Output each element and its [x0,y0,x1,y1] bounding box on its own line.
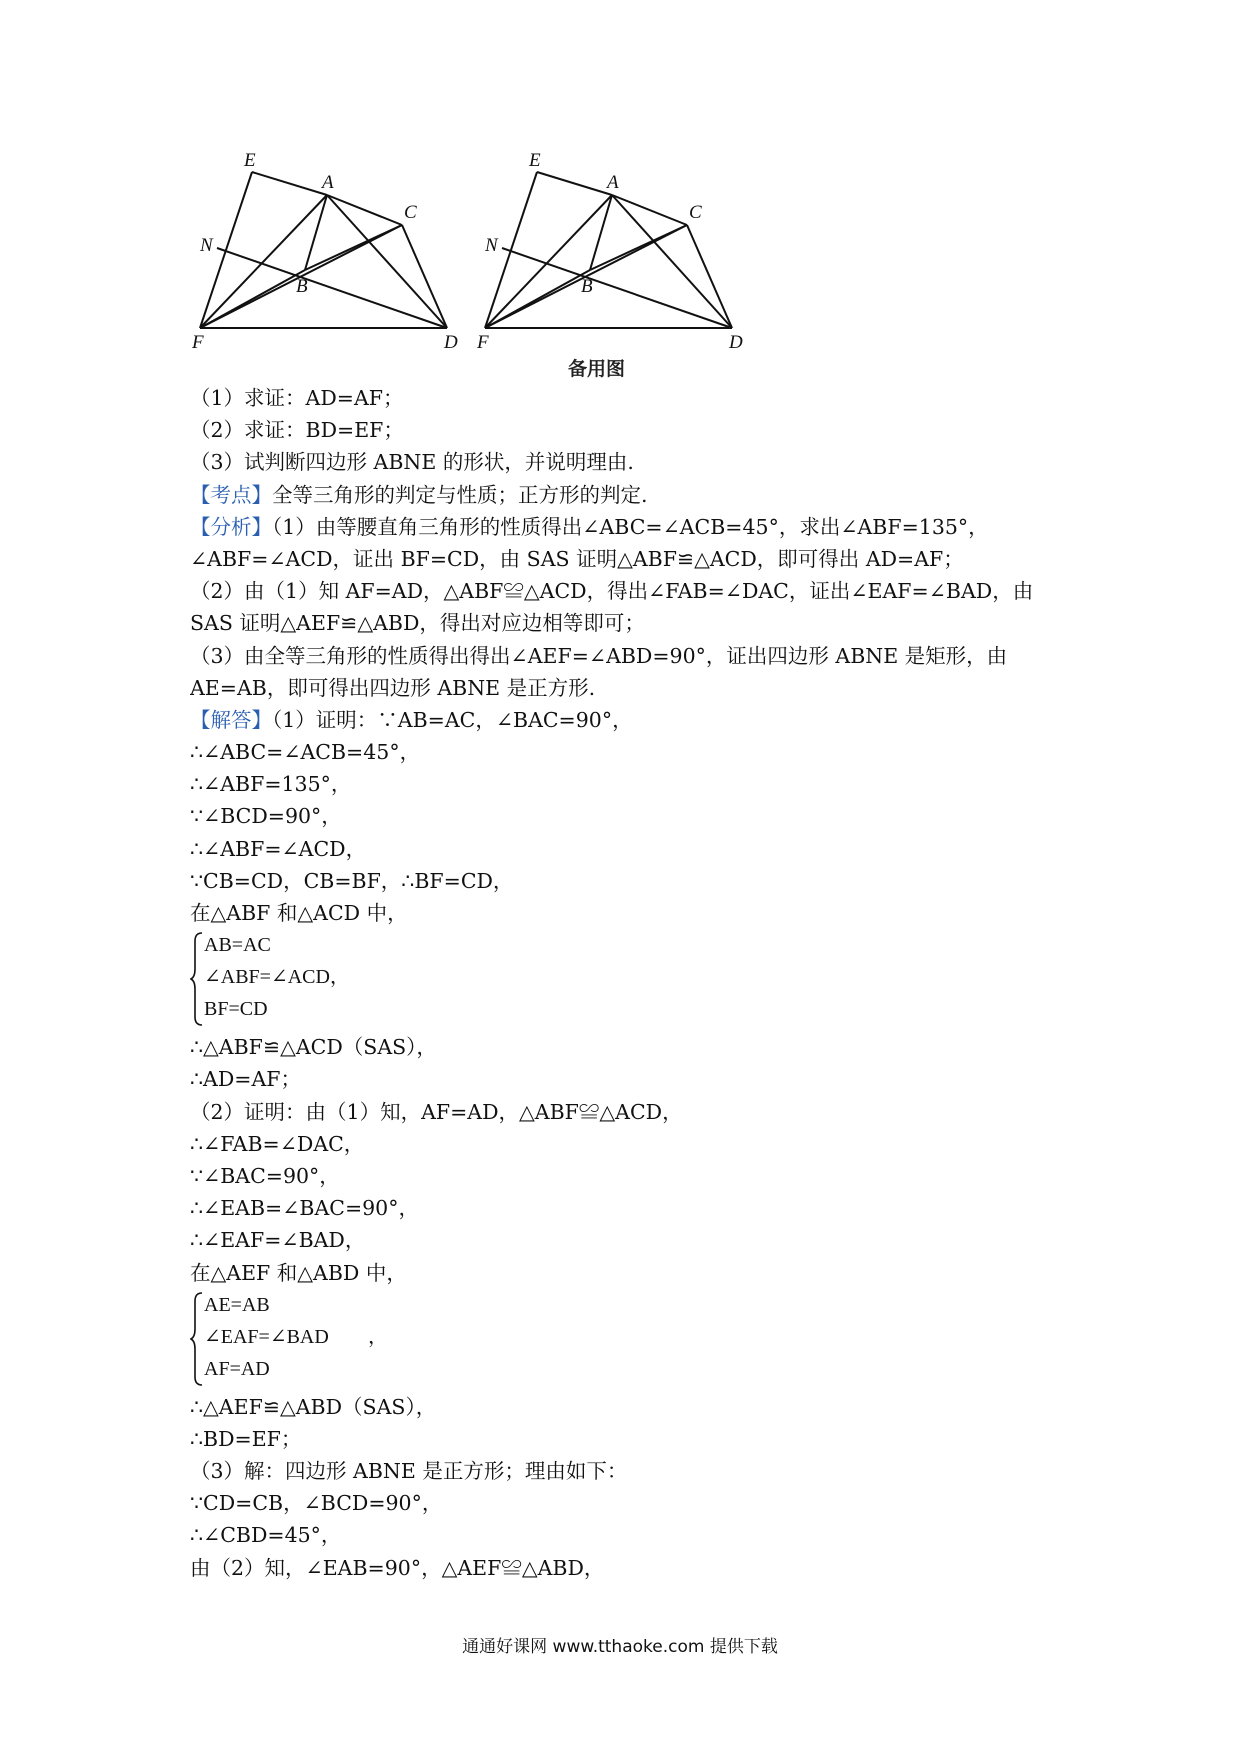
solution-line: 在△ABF 和△ACD 中， [190,901,408,925]
label-f: F [192,332,204,350]
section-tag: 【考点】 [190,482,272,507]
equation-comma: ， [368,1325,388,1348]
solution-line: ∴∠CBD=45°， [190,1523,342,1548]
solution-line: （3）解：四边形 ABNE 是正方形；理由如下： [190,1459,628,1484]
label-e: E [244,150,256,171]
equation-row: BF=CD [204,998,268,1021]
solution-line: ∵∠BAC=90°， [190,1163,340,1188]
page-footer: 通通好课网 www.tthaoke.com 提供下载 [462,1637,778,1657]
solution-line: ∵CD=CB，∠BCD=90°， [190,1491,443,1516]
equation-row: AF=AD [204,1357,270,1380]
equation-row: ∠EAF=∠BAD [204,1325,329,1348]
label-d: D [729,332,743,350]
equation-row: AE=AB [204,1293,270,1316]
solution-line: ∵CB=CD，CB=BF，∴BF=CD， [190,868,514,893]
geometry-figure-spare [477,150,747,350]
geometry-figure-main [192,150,462,350]
figure-caption: 备用图 [568,358,626,380]
label-d: D [444,332,458,350]
equation-row: AB=AC [204,934,271,957]
solution-line: 在△AEF 和△ABD 中， [190,1260,407,1285]
solution-line: ∴∠ABC=∠ACB=45°， [190,740,421,765]
label-a: A [322,172,334,193]
solution-line: ∴∠EAF=∠BAD， [190,1228,366,1253]
solution-line: ∵∠BCD=90°， [190,804,342,829]
geometry-diagram-spare [477,150,747,350]
solution-line: ∴BD=EF； [190,1426,302,1451]
geometry-diagram [192,150,462,350]
equation-system-2 [190,1291,400,1387]
solution-line: ∴∠ABF=∠ACD， [190,836,367,861]
section-tag: 【解答】 [190,707,272,732]
label-b: B [296,276,308,297]
solution-line: ∴∠EAB=∠BAC=90°， [190,1196,419,1221]
solution-line: 由（2）知，∠EAB=90°，△AEF≌△ABD， [190,1555,605,1580]
label-c: C [689,202,702,223]
analysis-line: AE=AB，即可得出四边形 ABNE 是正方形. [190,675,596,700]
equation-system-1 [190,931,400,1027]
figure-row [192,150,752,380]
section-tag: 【分析】 [190,514,272,539]
label-f: F [477,332,489,350]
solution-line: ∴AD=AF； [190,1067,301,1092]
knowledge-point-line: 【考点】全等三角形的判定与性质；正方形的判定. [190,482,648,507]
analysis-line: （3）由全等三角形的性质得出得出∠AEF=∠ABD=90°，证出四边形 ABNE 是矩形，由 [190,643,1008,668]
solution-line: ∴∠FAB=∠DAC， [190,1131,365,1156]
question-line: （1）求证：AD=AF； [190,386,404,410]
left-brace-icon [190,931,204,1027]
solution-line: ∴△AEF≌△ABD（SAS）， [190,1394,437,1419]
analysis-line: （2）由（1）知 AF=AD，△ABF≌△ACD，得出∠FAB=∠DAC，证出∠EAF=∠BAD，由 [190,579,1034,604]
solution-content [190,382,1070,1584]
label-e: E [529,150,541,171]
label-c: C [404,202,417,223]
solution-line: （2）证明：由（1）知，AF=AD，△ABF≌△ACD， [190,1099,683,1124]
solution-line: 【解答】（1）证明：∵AB=AC，∠BAC=90°， [190,707,633,732]
label-b: B [581,276,593,297]
analysis-line: ∠ABF=∠ACD，证出 BF=CD，由 SAS 证明△ABF≌△ACD，即可得出 AD=AF； [190,546,964,571]
label-n: N [485,235,498,256]
left-brace-icon [190,1291,204,1387]
label-a: A [607,172,619,193]
solution-line: ∴△ABF≌△ACD（SAS）， [190,1035,437,1060]
question-line: （3）试判断四边形 ABNE 的形状，并说明理由. [190,450,634,475]
analysis-line: SAS 证明△AEF≌△ABD，得出对应边相等即可； [190,611,645,636]
equation-row: ∠ABF=∠ACD， [204,966,350,989]
solution-line: ∴∠ABF=135°， [190,772,352,797]
label-n: N [200,235,213,256]
question-line: （2）求证：BD=EF； [190,418,404,443]
analysis-line: 【分析】（1）由等腰直角三角形的性质得出∠ABC=∠ACB=45°，求出∠ABF=135°， [190,514,989,539]
